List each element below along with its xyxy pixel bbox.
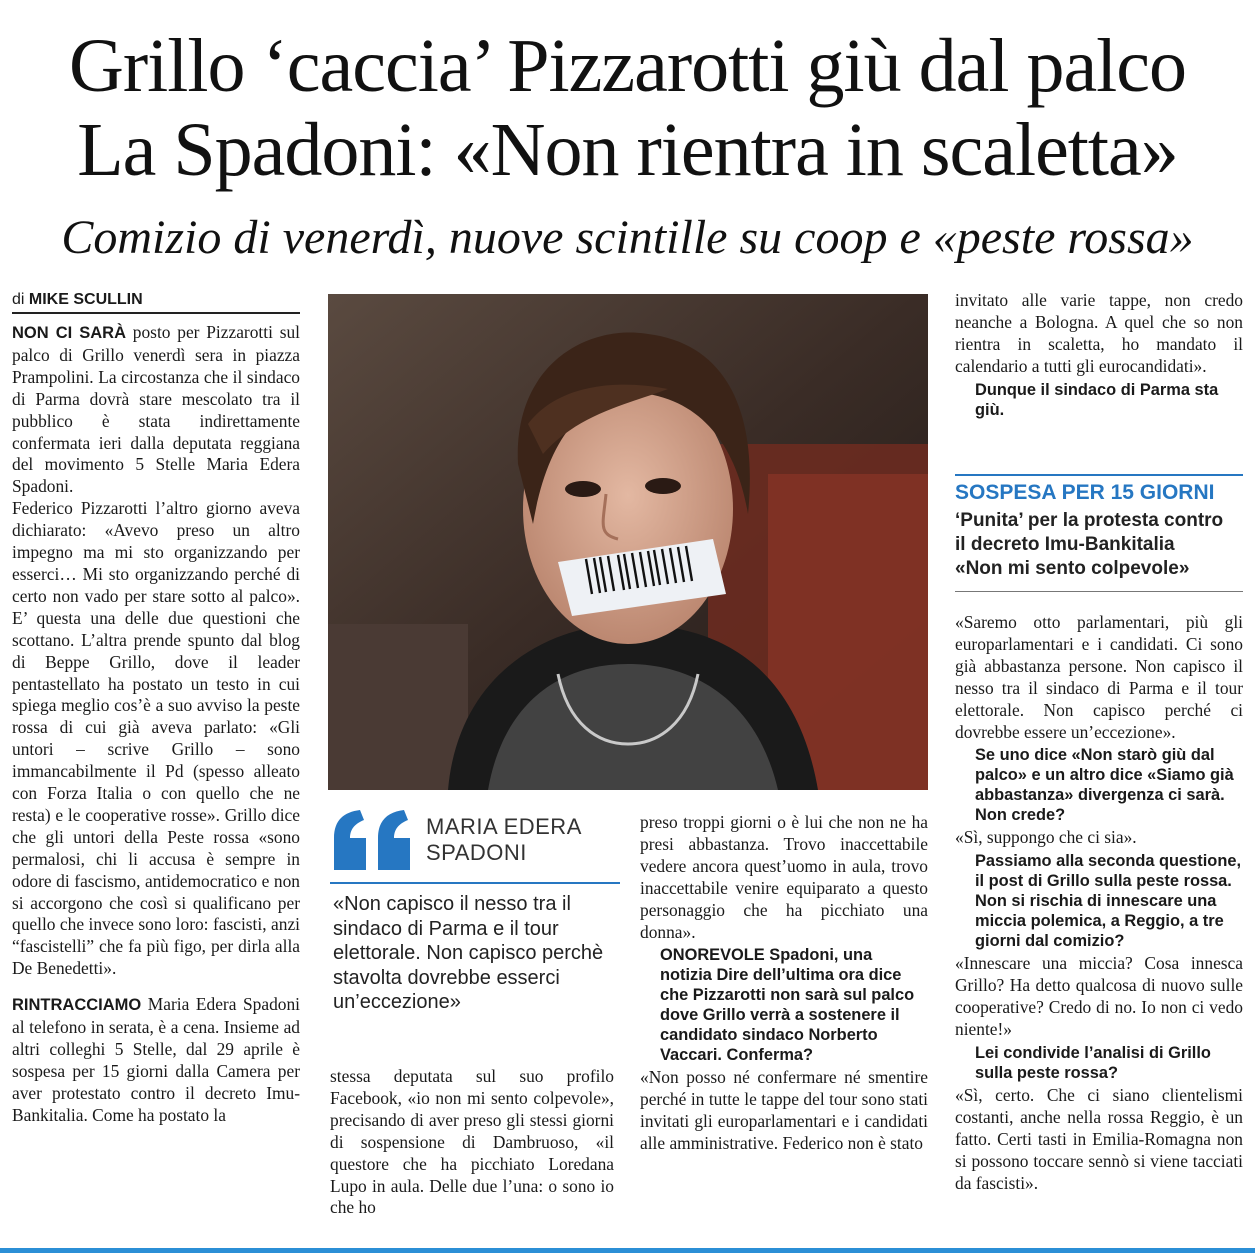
interview-question: Se uno dice «Non starò giù dal palco» e un altro dice «Siamo già abbastanza» divergenza ci sarà. Non crede? [975, 746, 1234, 825]
paragraph-lead: NON CI SARÀ [12, 324, 126, 342]
interview-question: ONOREVOLE Spadoni, una notizia Dire dell’ultima ora dice che Pizzarotti non sarà sul palco dove Grillo verrà a sostenere il candidato sindaco Norberto Vaccari. Conferma? [660, 946, 915, 1065]
byline [12, 291, 300, 314]
paragraph-lead: RINTRACCIAMO [12, 996, 142, 1015]
sidebar-box [955, 474, 1243, 592]
interview-question: Passiamo alla seconda questione, il post di Grillo sulla peste rossa. Non si rischia di innescare una miccia polemica, a Reggio, a tre giorni dal comizio? [975, 852, 1241, 951]
article-column-4 [955, 290, 1243, 422]
paragraph: preso troppi giorni o è lui che non ne ha presi abbastanza. Trovo inaccettabile vedere ancora quest’uomo in aula, trovo inaccettabile venire equiparato a questo personaggio che ha picchiato una donna». [640, 812, 928, 942]
paragraph [12, 322, 300, 498]
sidebar-line: «Non mi sento colpevole» [955, 558, 1190, 579]
interview-question: Dunque il sindaco di Parma sta giù. [975, 380, 1219, 419]
photo-maria-edera-spadoni [328, 294, 928, 790]
quote-author-line-1: MARIA EDERA [426, 814, 582, 839]
bottom-rule [0, 1248, 1255, 1253]
article-column-3 [640, 812, 928, 1155]
article-column-1 [12, 322, 300, 1127]
byline-prefix: di [12, 291, 25, 308]
sidebar-rule-top [955, 474, 1243, 476]
quote-text: «Non capisco il nesso tra il sindaco di Parma e il tour elettorale. Non capisco perchè stavolta dovrebbe esserci un’eccezione» [333, 893, 604, 1013]
headline-line-1: Grillo ‘caccia’ Pizzarotti giù dal palco [68, 24, 1187, 108]
quote-author-line-2: SPADONI [426, 840, 527, 865]
paragraph-body: posto per Pizzarotti sul palco di Grillo venerdì sera in piazza Prampolini. La circostanza che il sindaco di Parma dovrà stare mescolato tra il pubblico è stata indirettamente confermata ieri dalla deputata reggiana del movimento 5 Stelle Maria Edera Spadoni. [12, 322, 300, 497]
byline-author: MIKE SCULLIN [28, 291, 143, 308]
sidebar-line: il decreto Imu-Bankitalia [955, 534, 1175, 555]
paragraph: Federico Pizzarotti l’altro giorno aveva dichiarato: «Avevo preso un altro impegno ma mi sto organizzando per esserci… Mi sto organizzando perché di certo non vado per stare sotto al palco». E’ questa una delle due questioni che scottano. L’altra prende spunto dal blog di Beppe Grillo, dove il leader pentastellato ha postato un testo in cui spiega meglio cos’è a suo avviso la peste rossa di cui già aveva parlato: «Gli untori – scrive Grillo – sono immancabilmente il Pd (spesso alleato con Forza Italia o con quello che ne resta) e le cooperative rosse». Grillo dice che gli untori della Peste rossa «sono permalosi, chi li accusa è sempre in odore di fascismo, antidemocratico e non si accorgono che così si qualificano per quello che invece sono loro: fascisti, anzi “fascistelli” che fa più figo, per dirla alla De Benedetti». [12, 498, 300, 979]
paragraph: «Innescare una miccia? Cosa innesca Grillo? Ha detto qualcosa di nuovo sulle cooperative? Credo di no. Io non ci vedo niente!» [955, 953, 1243, 1040]
paragraph [12, 994, 300, 1126]
paragraph: «Sì, certo. Che ci siano clientelismi costanti, anche nella rossa Reggio, è un fatto. Certi tasti in Emilia-Romagna non si possono toccare sennò si viene tacciati da fascisti». [955, 1084, 1243, 1193]
pull-quote [330, 808, 620, 1053]
quote-mark-icon [330, 808, 420, 874]
paragraph: «Saremo otto parlamentari, più gli europarlamentari e i candidati. Ci sono già abbastanza persone. Non capisco il nesso tra il sindaco di Parma e il tour elettorale. Non capisco perché ci dovrebbe essere un’eccezione». [955, 612, 1243, 742]
paragraph-body: Maria Edera Spadoni al telefono in serata, è a cena. Insieme ad altri colleghi 5 Stelle, dal 29 aprile è sospesa per 15 giorni dalla Camera per aver protestato contro il decreto Imu-Bankitalia. Come ha postato la [12, 994, 300, 1125]
sidebar-title: SOSPESA PER 15 GIORNI [955, 481, 1215, 504]
sidebar-rule-bottom [955, 591, 1243, 592]
paragraph: «Sì, suppongo che ci sia». [955, 827, 1137, 848]
article-column-4-continued [955, 612, 1243, 1195]
paragraph: invitato alle varie tappe, non credo neanche a Bologna. A quel che so non rientra in scaletta, ho mandato il calendario a tutti gli eurocandidati». [955, 290, 1243, 376]
headline-line-2: La Spadoni: «Non rientra in scaletta» [77, 108, 1178, 192]
quote-author [426, 814, 582, 866]
paragraph: «Non posso né confermare né smentire perché in tutte le tappe del tour sono stati invitati gli europarlamentari e i candidati alle amministrative. Federico non è stato [640, 1067, 928, 1154]
interview-question: Lei condivide l’analisi di Grillo sulla peste rossa? [975, 1043, 1211, 1082]
photo-image [328, 294, 928, 790]
paragraph: stessa deputata sul suo profilo Facebook, «io non mi sento colpevole», precisando di aver preso gli stessi giorni di sospensione di Dambruoso, «il questore che ha picchiato Loredana Lupo in aula. Delle due l’una: o sono io che ho [330, 1066, 614, 1218]
article-column-2 [330, 1066, 614, 1219]
subheadline: Comizio di venerdì, nuove scintille su coop e «peste rossa» [61, 211, 1194, 264]
sidebar-line: ‘Punita’ per la protesta contro [955, 510, 1224, 531]
quote-divider [330, 882, 620, 884]
